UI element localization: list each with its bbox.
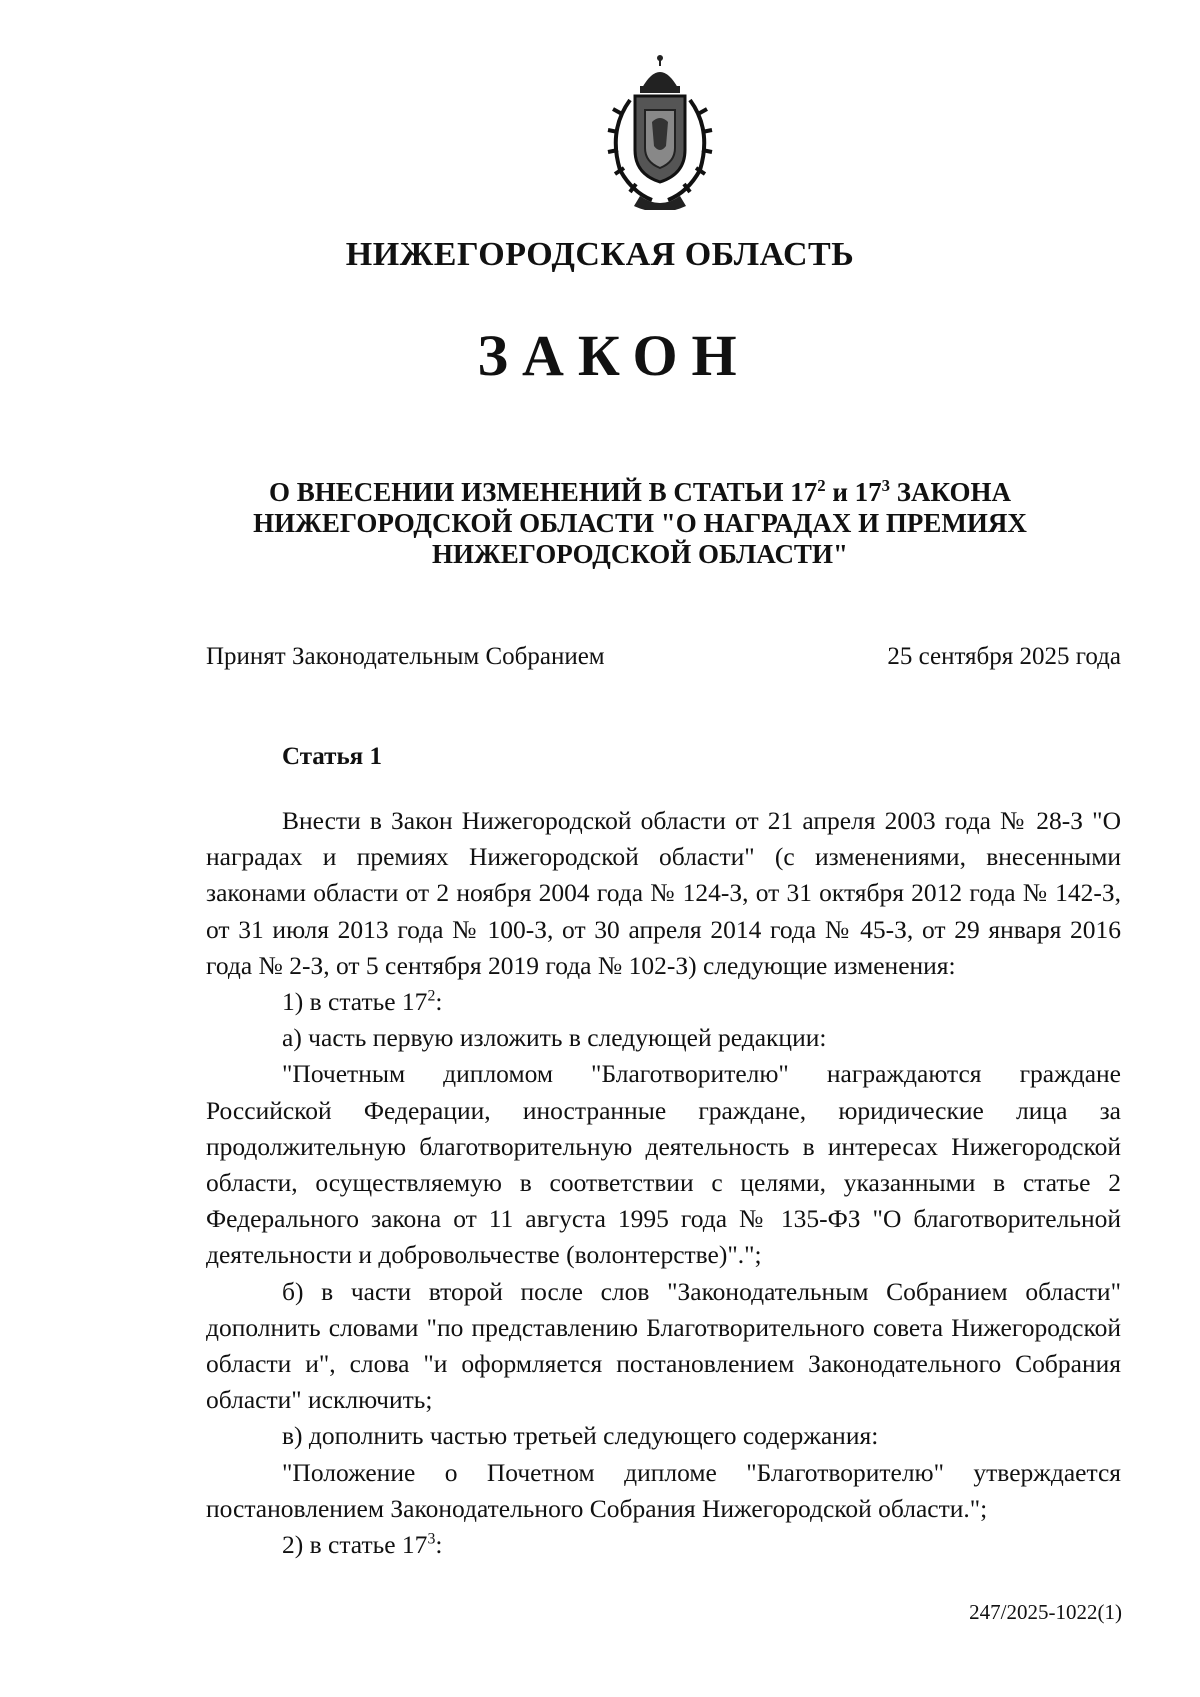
item-1 <box>206 984 1121 1020</box>
title-superscript: 3 <box>881 476 891 495</box>
adopted-by: Принят Законодательным Собранием <box>206 643 605 670</box>
item-text: 2) в статье 17 <box>282 1530 428 1560</box>
item-text: : <box>435 987 443 1017</box>
item-superscript: 2 <box>427 987 436 1005</box>
title-superscript: 2 <box>817 476 826 495</box>
title-text: и 17 <box>825 477 882 507</box>
item-2 <box>206 1527 1121 1563</box>
region-heading: НИЖЕГОРОДСКАЯ ОБЛАСТЬ <box>345 236 855 273</box>
item-text: : <box>435 1530 443 1560</box>
article-heading: Статья 1 <box>282 743 382 770</box>
registration-number: 247/2025-1022(1) <box>969 1600 1122 1624</box>
law-title-line-3: НИЖЕГОРОДСКОЙ ОБЛАСТИ" <box>432 539 848 569</box>
article-body <box>206 803 1121 1563</box>
item-text: 1) в статье 17 <box>282 987 428 1017</box>
adoption-line <box>206 643 1121 671</box>
law-title <box>200 477 1080 570</box>
adoption-date: 25 сентября 2025 года <box>887 643 1121 670</box>
item-1b: б) в части второй после слов "Законодательным Собранием области" дополнить словами "по представлению Благотворительного совета Нижегородской области и", слова "и оформляется постановлением Законодательного Собрания области" исключить; <box>206 1276 1121 1415</box>
title-text: ЗАКОНА <box>890 477 1011 507</box>
item-superscript: 3 <box>427 1530 436 1548</box>
coat-of-arms-emblem <box>590 50 730 210</box>
law-title-line-1 <box>200 477 1080 508</box>
quote-2: "Положение о Почетном дипломе "Благотворителю" утверждается постановлением Законодательного Собрания Нижегородской области."; <box>206 1457 1121 1523</box>
law-title-line-2: НИЖЕГОРОДСКОЙ ОБЛАСТИ "О НАГРАДАХ И ПРЕМИЯХ <box>253 508 1027 538</box>
item-1a: а) часть первую изложить в следующей редакции: <box>282 1023 827 1053</box>
quote-1: "Почетным дипломом "Благотворителю" награждаются граждане Российской Федерации, иностранные граждане, юридические лица за продолжительную благотворительную деятельность в интересах Нижегородской области, осуществляемую в соответствии с целями, указанными в статье 2 Федерального закона от 11 августа 1995 года № 135-ФЗ "О благотворительной деятельности и добровольчестве (волонтерстве)"."; <box>206 1059 1121 1270</box>
article-intro: Внести в Закон Нижегородской области от 21 апреля 2003 года № 28-З "О наградах и премиях Нижегородской области" (с изменениями, внесенными законами области от 2 ноября 2004 года № 124-З, от 31 октября 2012 года № 142-З, от 31 июля 2013 года № 100-З, от 30 апреля 2014 года № 45-З, от 29 января 2016 года № 2-З, от 5 сентября 2019 года № 102-З) следующие изменения: <box>206 806 1121 980</box>
title-text: О ВНЕСЕНИИ ИЗМЕНЕНИЙ В СТАТЬИ 17 <box>269 477 818 507</box>
item-1c: в) дополнить частью третьей следующего содержания: <box>282 1421 879 1451</box>
document-type-heading: ЗАКОН <box>477 323 751 388</box>
